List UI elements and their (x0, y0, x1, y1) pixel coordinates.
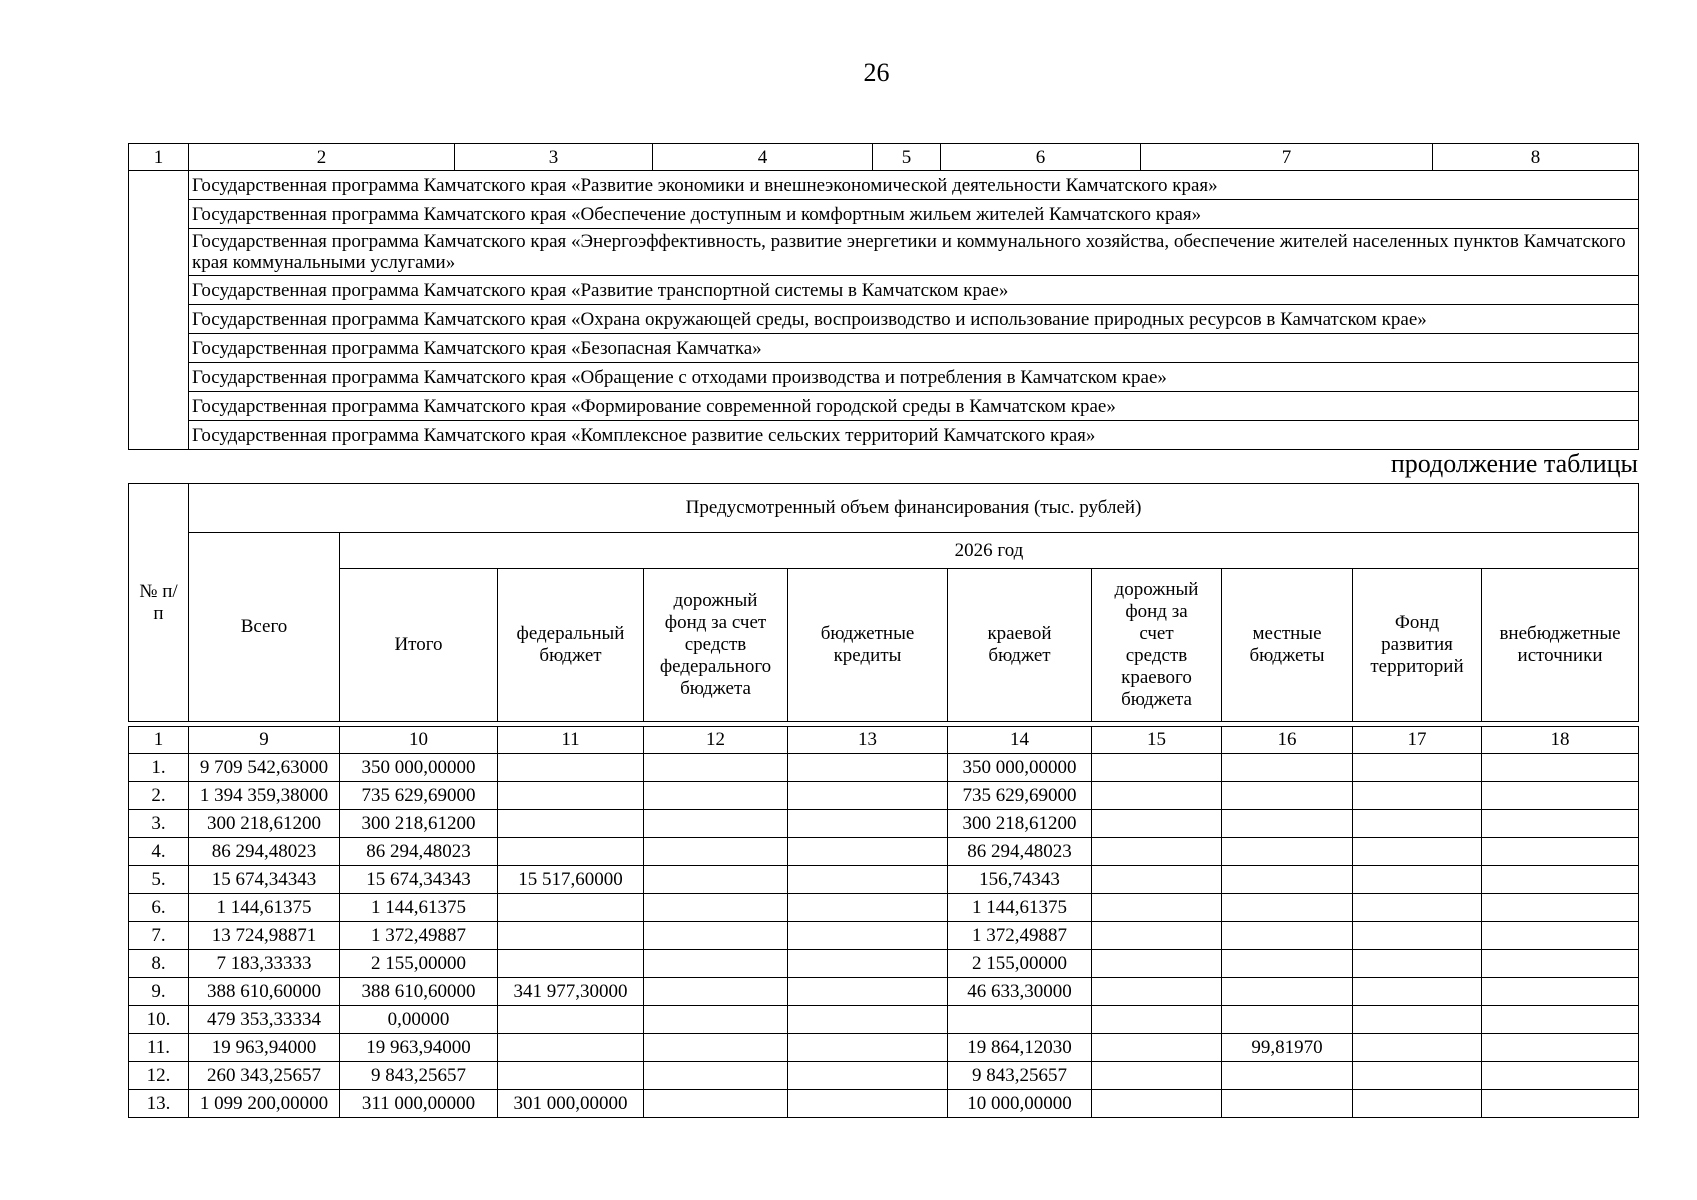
table-cell: 15 674,34343 (340, 866, 498, 894)
table-cell (1222, 866, 1353, 894)
table-cell (1353, 1034, 1482, 1062)
column-number: 2 (189, 144, 455, 171)
table-cell (788, 782, 948, 810)
header-budget-credits: бюджетные кредиты (788, 569, 948, 722)
table-cell (1353, 1090, 1482, 1118)
column-number: 8 (1433, 144, 1639, 171)
table-cell (788, 1034, 948, 1062)
program-name: Государственная программа Камчатского края «Комплексное развитие сельских территорий Камчатского края» (189, 421, 1639, 450)
table-cell (1092, 922, 1222, 950)
table-cell (1092, 866, 1222, 894)
table-cell (1482, 894, 1639, 922)
row-number: 12. (129, 1062, 189, 1090)
table-cell (1353, 1062, 1482, 1090)
header-funding: Предусмотренный объем финансирования (тыс. рублей) (189, 484, 1639, 533)
table-cell: 1 144,61375 (189, 894, 340, 922)
table-cell (948, 1006, 1092, 1034)
table-cell (644, 894, 788, 922)
table-cell: 1 099 200,00000 (189, 1090, 340, 1118)
table-cell: 1 144,61375 (948, 894, 1092, 922)
table-cell (1092, 1034, 1222, 1062)
table-cell (1353, 754, 1482, 782)
row-number: 13. (129, 1090, 189, 1118)
table-cell (1222, 950, 1353, 978)
table-cell: 19 864,12030 (948, 1034, 1092, 1062)
table-cell (788, 1090, 948, 1118)
table-cell: 300 218,61200 (948, 810, 1092, 838)
table-cell: 350 000,00000 (948, 754, 1092, 782)
table-cell: 388 610,60000 (340, 978, 498, 1006)
header-regional: краевой бюджет (948, 569, 1092, 722)
table-cell (498, 810, 644, 838)
row-number: 7. (129, 922, 189, 950)
table-cell (1092, 1090, 1222, 1118)
program-name: Государственная программа Камчатского края «Обращение с отходами производства и потребления в Камчатском крае» (189, 363, 1639, 392)
table-cell (1092, 1006, 1222, 1034)
table-cell (1222, 922, 1353, 950)
row-number: 3. (129, 810, 189, 838)
table-cell: 13 724,98871 (189, 922, 340, 950)
table-row (129, 1090, 1639, 1118)
table-cell: 735 629,69000 (948, 782, 1092, 810)
table-cell: 1 144,61375 (340, 894, 498, 922)
column-number: 15 (1092, 727, 1222, 754)
finance-column-numbers-row (129, 727, 1639, 754)
column-number: 4 (653, 144, 873, 171)
table-cell (1482, 754, 1639, 782)
table-cell (1353, 782, 1482, 810)
table-cell (498, 782, 644, 810)
table-cell: 19 963,94000 (189, 1034, 340, 1062)
table-row (129, 866, 1639, 894)
table-cell (1482, 1006, 1639, 1034)
program-row (129, 171, 1639, 200)
program-name: Государственная программа Камчатского края «Обеспечение доступным и комфортным жильем жителей Камчатского края» (189, 200, 1639, 229)
row-number: 9. (129, 978, 189, 1006)
table-cell (1353, 978, 1482, 1006)
table-cell: 7 183,33333 (189, 950, 340, 978)
table-cell: 19 963,94000 (340, 1034, 498, 1062)
column-number: 5 (873, 144, 941, 171)
program-row (129, 229, 1639, 276)
table-cell (644, 838, 788, 866)
table-cell: 260 343,25657 (189, 1062, 340, 1090)
program-num-cell (129, 171, 189, 450)
table-row (129, 1006, 1639, 1034)
program-row (129, 200, 1639, 229)
table-cell (788, 978, 948, 1006)
table-cell (1222, 894, 1353, 922)
table-cell: 479 353,33334 (189, 1006, 340, 1034)
table-cell (1353, 922, 1482, 950)
table-cell (1353, 1006, 1482, 1034)
table-cell (788, 810, 948, 838)
table-cell: 300 218,61200 (189, 810, 340, 838)
column-number: 1 (129, 144, 189, 171)
column-number: 3 (455, 144, 653, 171)
table-cell (1222, 838, 1353, 866)
table-cell (1092, 782, 1222, 810)
row-number: 10. (129, 1006, 189, 1034)
table-cell: 311 000,00000 (340, 1090, 498, 1118)
row-number: 2. (129, 782, 189, 810)
column-number: 1 (129, 727, 189, 754)
table-cell (1482, 922, 1639, 950)
table-cell (1353, 894, 1482, 922)
table-continuation-label: продолжение таблицы (1390, 449, 1638, 478)
table-cell (498, 950, 644, 978)
table-cell: 9 843,25657 (340, 1062, 498, 1090)
table-cell (498, 1006, 644, 1034)
finance-table (128, 483, 1639, 1118)
table-row (129, 1062, 1639, 1090)
table-cell: 46 633,30000 (948, 978, 1092, 1006)
header-total: Всего (189, 533, 340, 722)
table-cell (644, 1090, 788, 1118)
program-name: Государственная программа Камчатского края «Безопасная Камчатка» (189, 334, 1639, 363)
table-row (129, 810, 1639, 838)
row-number: 5. (129, 866, 189, 894)
table-cell (1482, 1090, 1639, 1118)
table-cell (1353, 838, 1482, 866)
header-road-fund-regional: дорожный фонд за счет средств краевого бюджета (1092, 569, 1222, 722)
table-cell: 99,81970 (1222, 1034, 1353, 1062)
table-cell: 735 629,69000 (340, 782, 498, 810)
table-cell: 0,00000 (340, 1006, 498, 1034)
table-cell (644, 978, 788, 1006)
table-cell (1353, 950, 1482, 978)
column-number: 11 (498, 727, 644, 754)
table-cell: 15 674,34343 (189, 866, 340, 894)
table-row (129, 950, 1639, 978)
table-row (129, 754, 1639, 782)
table-cell (788, 894, 948, 922)
table-cell: 300 218,61200 (340, 810, 498, 838)
table-cell: 86 294,48023 (948, 838, 1092, 866)
table-cell (644, 922, 788, 950)
table-cell (644, 754, 788, 782)
table-cell (644, 782, 788, 810)
table-cell (498, 894, 644, 922)
table-row (129, 922, 1639, 950)
header-year: 2026 год (340, 533, 1639, 569)
column-number: 17 (1353, 727, 1482, 754)
table-cell (1092, 894, 1222, 922)
table-cell (1092, 754, 1222, 782)
table-cell (1482, 782, 1639, 810)
table-cell (1222, 978, 1353, 1006)
column-number: 7 (1141, 144, 1433, 171)
table-cell (644, 1034, 788, 1062)
column-number: 18 (1482, 727, 1639, 754)
row-number: 6. (129, 894, 189, 922)
row-number: 11. (129, 1034, 189, 1062)
program-name: Государственная программа Камчатского края «Энергоэффективность, развитие энергетики и коммунального хозяйства, обеспечение жителей населенных пунктов Камчатского края коммунальными услугами» (189, 229, 1639, 276)
table-cell (1222, 782, 1353, 810)
table-cell (1482, 838, 1639, 866)
table-cell (788, 1006, 948, 1034)
table-cell (644, 950, 788, 978)
program-name: Государственная программа Камчатского края «Развитие транспортной системы в Камчатском крае» (189, 276, 1639, 305)
table-cell (1482, 950, 1639, 978)
program-row (129, 276, 1639, 305)
table-cell (788, 838, 948, 866)
header-subtotal: Итого (340, 569, 498, 722)
table-cell (644, 810, 788, 838)
page-number: 26 (863, 58, 890, 87)
table-cell (644, 1062, 788, 1090)
column-number: 16 (1222, 727, 1353, 754)
table-cell (1482, 1034, 1639, 1062)
row-number: 1. (129, 754, 189, 782)
table-cell (498, 1034, 644, 1062)
column-number: 6 (941, 144, 1141, 171)
table-cell (1222, 1006, 1353, 1034)
row-number: 4. (129, 838, 189, 866)
table-cell: 1 372,49887 (340, 922, 498, 950)
table-row (129, 1034, 1639, 1062)
table-cell (1353, 810, 1482, 838)
table-cell (1092, 810, 1222, 838)
table-cell (1222, 1062, 1353, 1090)
table-cell (1092, 950, 1222, 978)
table-cell (788, 922, 948, 950)
table-cell: 9 709 542,63000 (189, 754, 340, 782)
program-name: Государственная программа Камчатского края «Развитие экономики и внешнеэкономической деятельности Камчатского края» (189, 171, 1639, 200)
header-local: местные бюджеты (1222, 569, 1353, 722)
program-row (129, 363, 1639, 392)
table-cell: 86 294,48023 (340, 838, 498, 866)
table-cell: 301 000,00000 (498, 1090, 644, 1118)
table-cell (1092, 978, 1222, 1006)
program-row (129, 421, 1639, 450)
program-row (129, 334, 1639, 363)
column-number: 12 (644, 727, 788, 754)
header-federal: федеральный бюджет (498, 569, 644, 722)
table-cell (1482, 1062, 1639, 1090)
table-cell: 388 610,60000 (189, 978, 340, 1006)
table-cell (788, 866, 948, 894)
table-row (129, 782, 1639, 810)
program-name: Государственная программа Камчатского края «Формирование современной городской среды в Камчатском крае» (189, 392, 1639, 421)
table-cell: 1 372,49887 (948, 922, 1092, 950)
table-cell (498, 1062, 644, 1090)
table-cell: 1 394 359,38000 (189, 782, 340, 810)
column-number: 14 (948, 727, 1092, 754)
program-row (129, 305, 1639, 334)
table-cell (1222, 1090, 1353, 1118)
table-cell (1092, 1062, 1222, 1090)
header-extrabudgetary: внебюджетные источники (1482, 569, 1639, 722)
program-row (129, 392, 1639, 421)
table-cell: 350 000,00000 (340, 754, 498, 782)
row-number: 8. (129, 950, 189, 978)
table-cell (788, 754, 948, 782)
table-cell (1353, 866, 1482, 894)
table-cell: 10 000,00000 (948, 1090, 1092, 1118)
table-cell: 341 977,30000 (498, 978, 644, 1006)
table-cell: 2 155,00000 (340, 950, 498, 978)
table-cell (1092, 838, 1222, 866)
header-territory-fund: Фонд развития территорий (1353, 569, 1482, 722)
column-number: 10 (340, 727, 498, 754)
table-cell (1482, 978, 1639, 1006)
table-cell: 86 294,48023 (189, 838, 340, 866)
table-cell (644, 866, 788, 894)
programs-header-row (129, 144, 1639, 171)
table-cell: 15 517,60000 (498, 866, 644, 894)
table-cell: 2 155,00000 (948, 950, 1092, 978)
table-cell (498, 754, 644, 782)
table-cell (1482, 866, 1639, 894)
table-row (129, 894, 1639, 922)
table-cell: 9 843,25657 (948, 1062, 1092, 1090)
table-cell (644, 1006, 788, 1034)
table-cell (788, 1062, 948, 1090)
program-name: Государственная программа Камчатского края «Охрана окружающей среды, воспроизводство и использование природных ресурсов в Камчатском крае» (189, 305, 1639, 334)
header-road-fund-federal: дорожный фонд за счет средств федерального бюджета (644, 569, 788, 722)
column-number: 9 (189, 727, 340, 754)
table-cell (498, 922, 644, 950)
programs-table (128, 143, 1639, 450)
table-cell (1222, 754, 1353, 782)
table-cell (1482, 810, 1639, 838)
header-num: № п/п (129, 484, 189, 722)
table-cell (1222, 810, 1353, 838)
table-row (129, 838, 1639, 866)
table-cell (788, 950, 948, 978)
table-cell (498, 838, 644, 866)
table-row (129, 978, 1639, 1006)
table-cell: 156,74343 (948, 866, 1092, 894)
column-number: 13 (788, 727, 948, 754)
